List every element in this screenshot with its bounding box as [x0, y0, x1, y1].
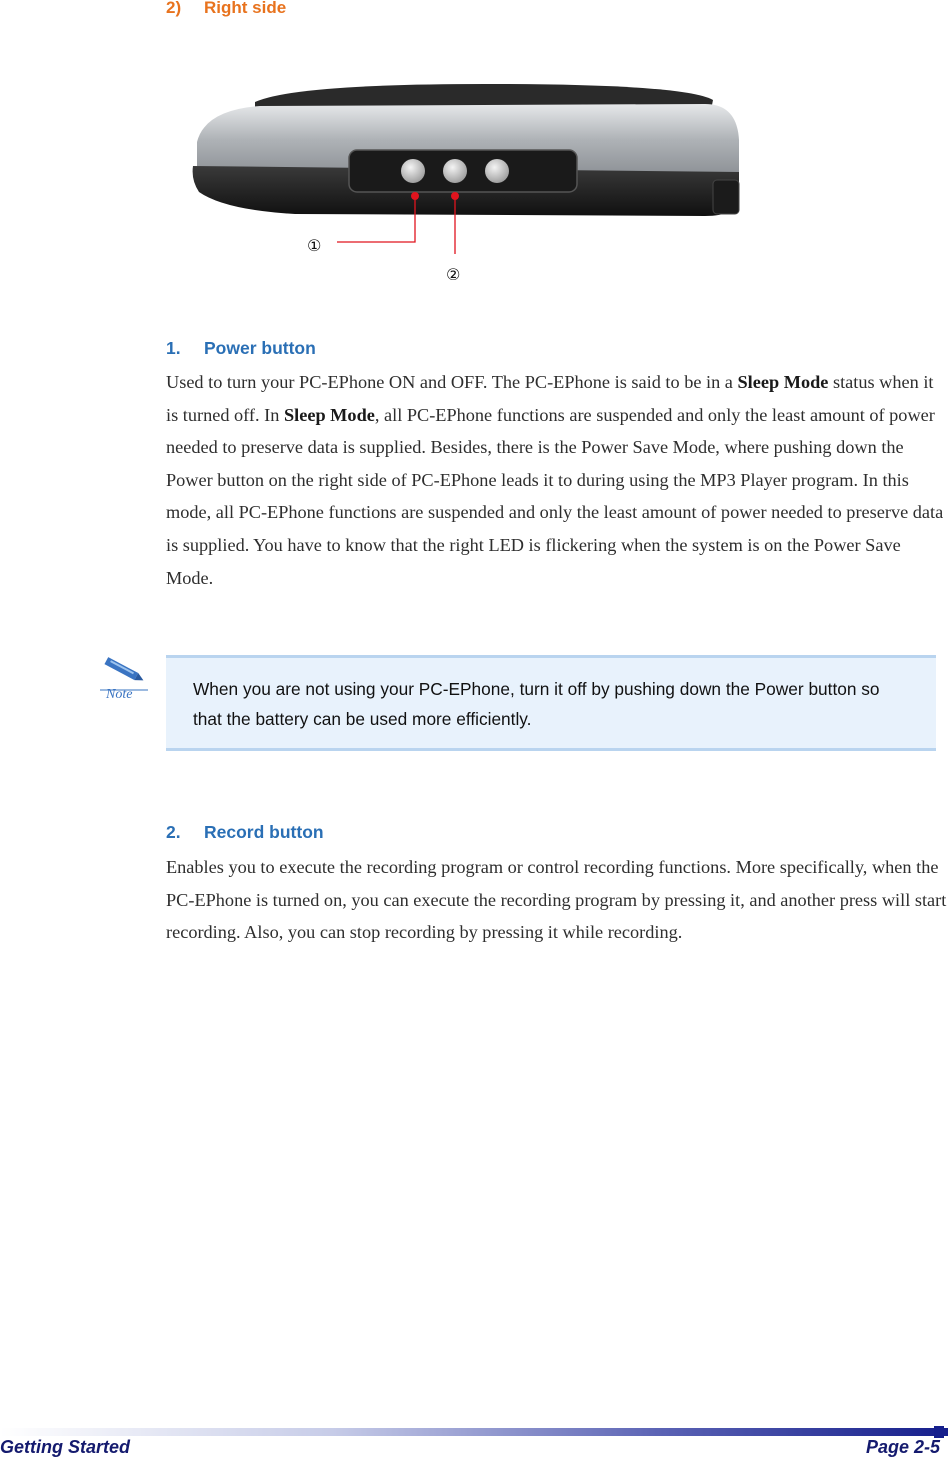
- footer-divider: [0, 1428, 948, 1436]
- note-text: When you are not using your PC-EPhone, turn it off by pushing down the Power button so that the battery can be used more efficiently.: [193, 679, 880, 729]
- button-3: [485, 159, 509, 183]
- button-2: [443, 159, 467, 183]
- item-heading-power: [166, 338, 316, 359]
- item-number: 1.: [166, 338, 181, 358]
- record-button-description: Enables you to execute the recording program or control recording functions. More specifically, when the PC-EPhone is turned on, you can execute the recording program by pressing it, and another press will start recording. Also, you can stop recording by pressing it while recording.: [166, 857, 947, 943]
- note-icon: [98, 652, 150, 700]
- item-number: 2.: [166, 822, 181, 842]
- device-right-side-figure: [185, 80, 745, 280]
- footer-page-number: Page 2-5: [865, 1437, 940, 1457]
- text-run: Used to turn your PC-EPhone ON and OFF. The PC-EPhone is said to be in a: [166, 372, 738, 392]
- callout-label-2: ②: [446, 265, 461, 280]
- note-box: [166, 655, 936, 751]
- section-heading: [166, 0, 286, 18]
- item-heading-record: [166, 822, 324, 843]
- note-icon-label: Note: [106, 687, 133, 700]
- text-run: , all PC-EPhone functions are suspended and only the least amount of power needed to preserve data is supplied. Besides, there is the Power Save Mode, where pushing down the Power button on the right side of PC-EPhone leads it to during using the MP3 Player program. In this mode, all PC-EPhone functions are suspended and only the least amount of power needed to preserve data is supplied. You have to know that the right LED is flickering when the system is on the Power Save Mode.: [166, 404, 944, 588]
- section-number: 2): [166, 0, 182, 17]
- power-button-description: [166, 366, 948, 594]
- footer-chapter: Getting Started: [0, 1437, 131, 1457]
- sleep-mode-term: Sleep Mode: [283, 404, 375, 425]
- device-right-tab: [713, 180, 739, 214]
- text-run: status when it is turned off. In: [166, 372, 934, 425]
- button-1: [401, 159, 425, 183]
- section-title: Right side: [204, 0, 287, 17]
- callout-label-1: ①: [307, 236, 322, 255]
- item-title: Record button: [204, 822, 324, 842]
- sleep-mode-term: Sleep Mode: [737, 372, 829, 392]
- item-title: Power button: [204, 338, 316, 358]
